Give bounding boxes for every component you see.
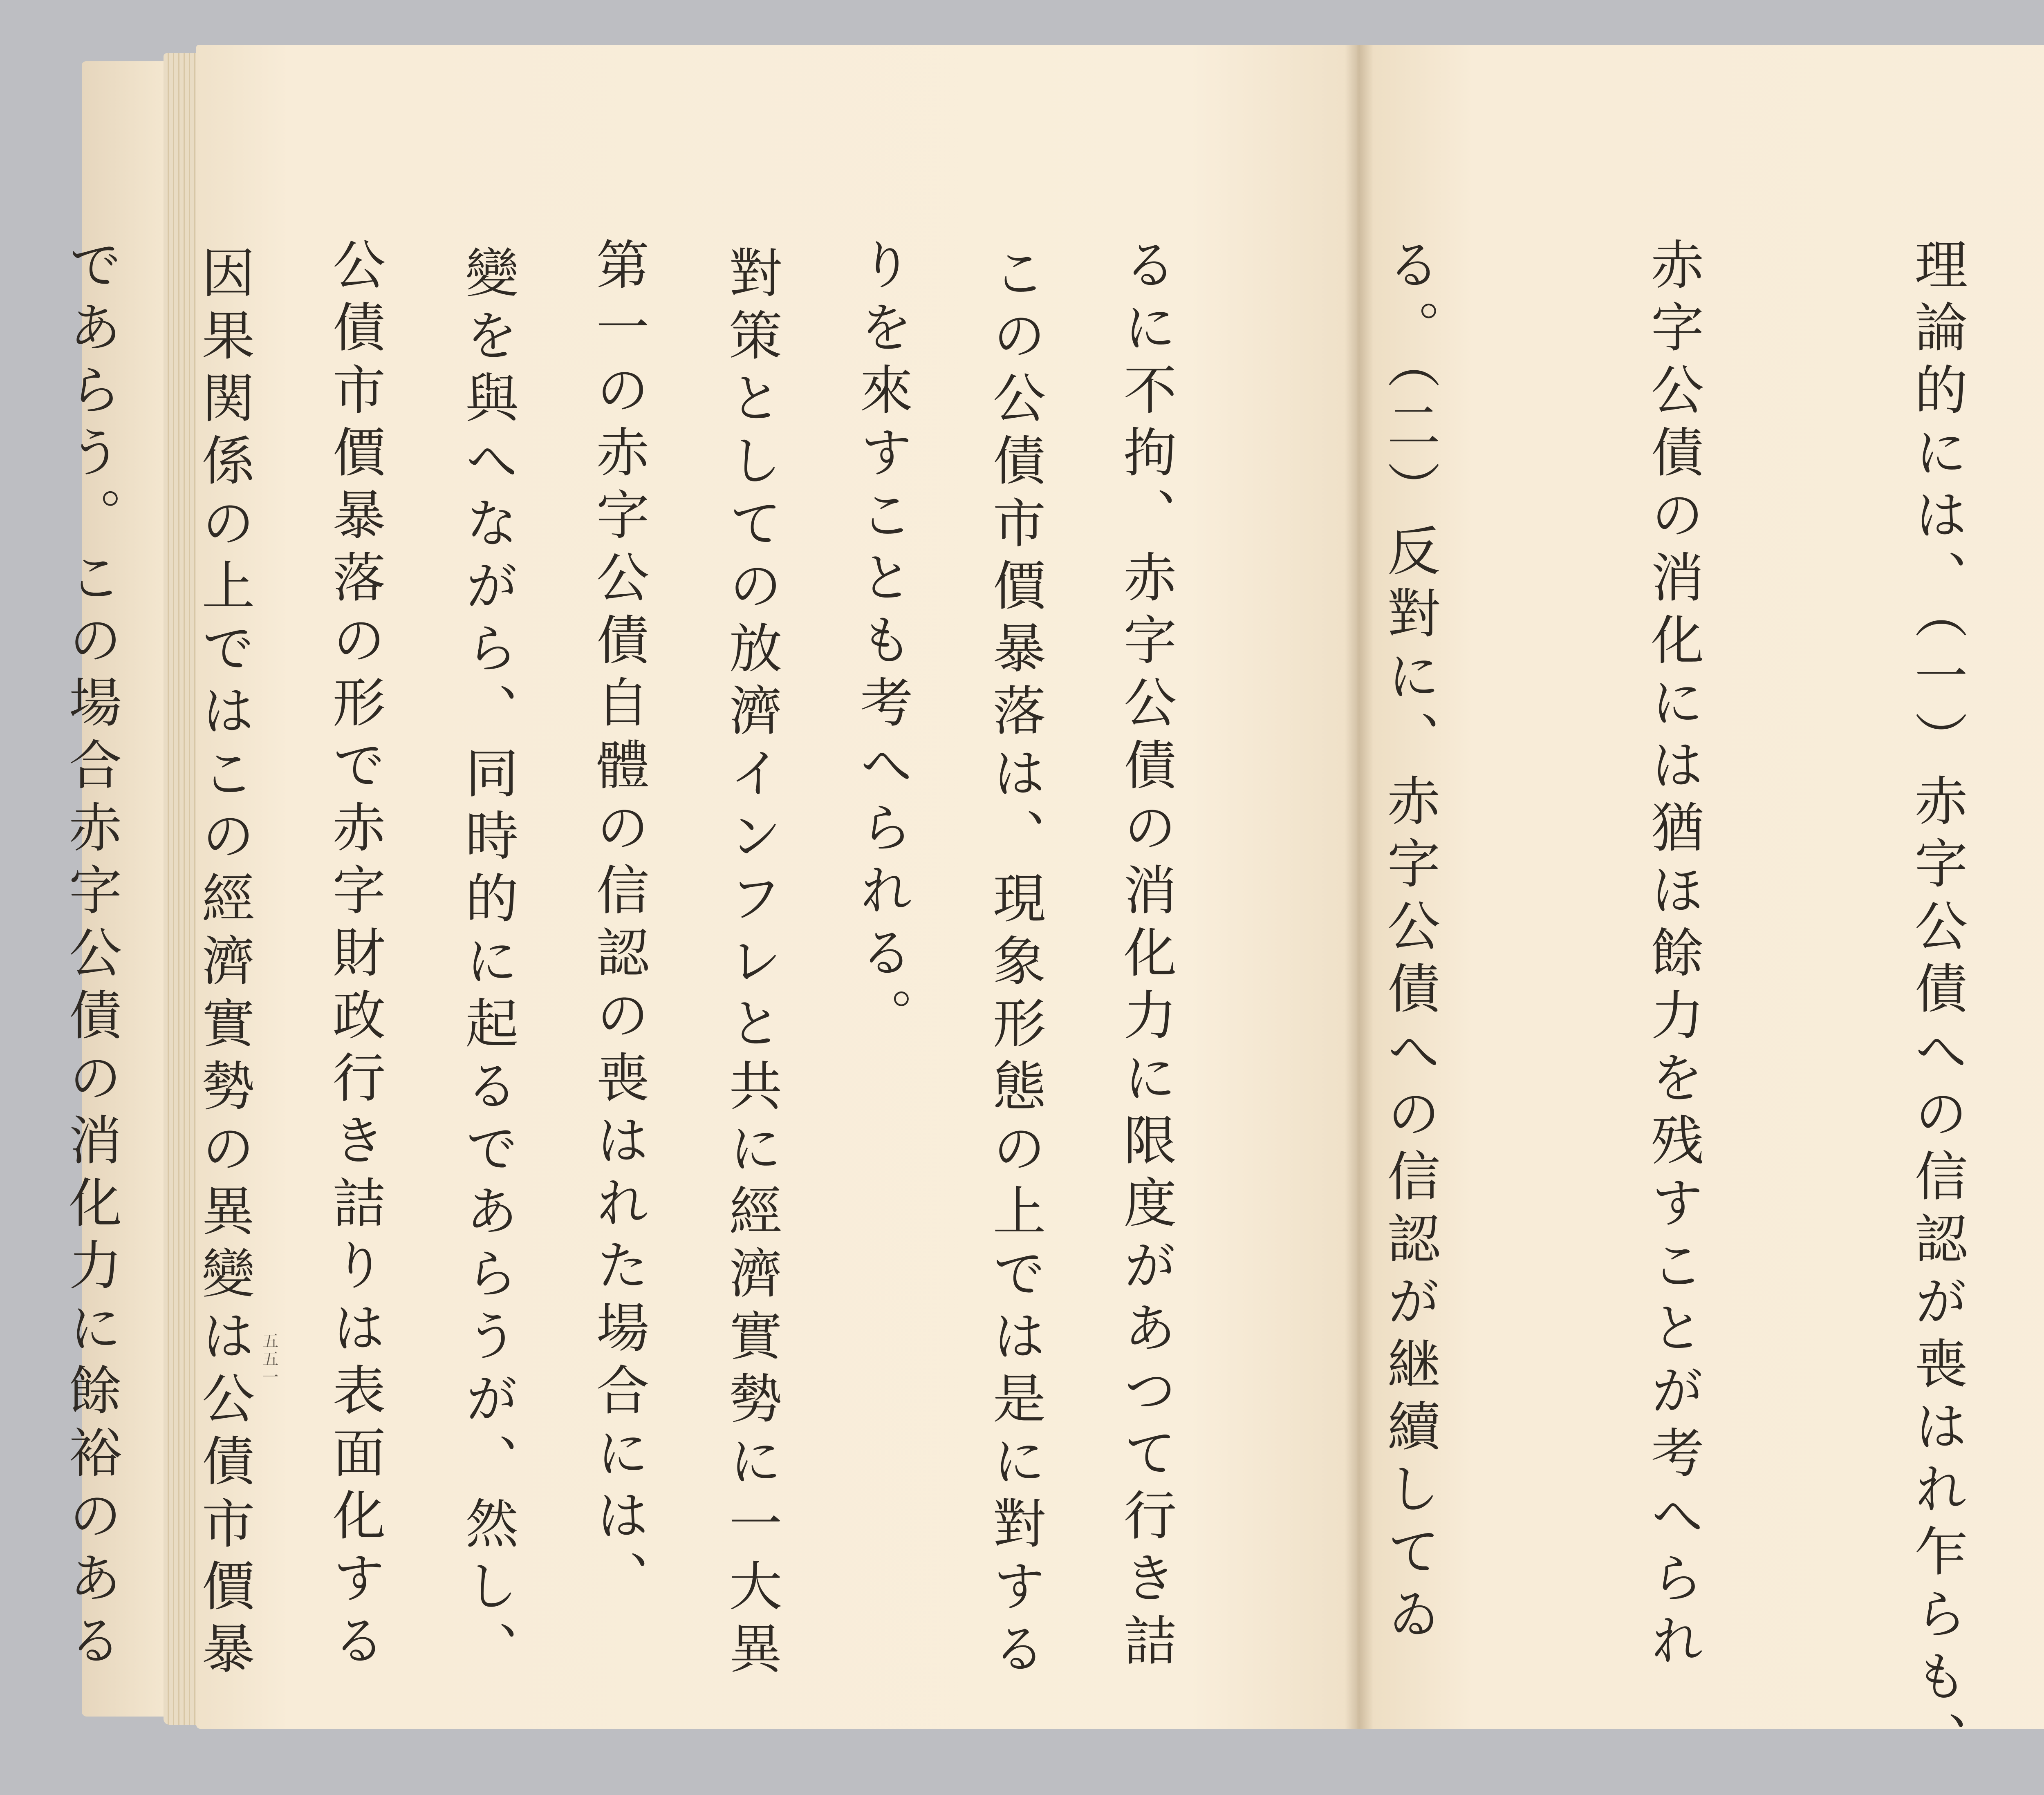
text-column: であらう。この場合赤字公債の消化力に餘裕のある bbox=[60, 237, 122, 1675]
left-page-number: 五五一 bbox=[260, 1332, 278, 1386]
text-column: りを來すことも考へられる。 bbox=[851, 237, 913, 1050]
text-column: 理論的には、（一）赤字公債への信認が喪はれ乍らも、 bbox=[1906, 237, 1968, 1774]
text-column: 變を與へながら、同時的に起るであらうが、然し、 bbox=[457, 245, 519, 1683]
text-column: この公債市價暴落は、現象形態の上では是に對する bbox=[984, 245, 1046, 1683]
text-column: 赤字公債の消化には猶ほ餘力を残すことが考へられ bbox=[1642, 237, 1704, 1675]
text-column bbox=[0, 245, 4, 1553]
text-column: 第一の赤字公債自體の信認の喪はれた場合には、 bbox=[587, 237, 650, 1613]
text-column: 公債市價暴落の形で赤字財政行き詰りは表面化する bbox=[324, 237, 386, 1675]
text-column: る。（二）反對に、赤字公債への信認が継續してゐ bbox=[1378, 237, 1441, 1649]
text-column: 因果関係の上ではこの經濟實勢の異變は公債市價暴 bbox=[193, 245, 255, 1683]
text-column: るに不拘、赤字公債の消化力に限度があつて行き詰 bbox=[1115, 237, 1177, 1675]
text-column: 對策としての放濟インフレと共に經濟實勢に一大異 bbox=[720, 245, 782, 1683]
